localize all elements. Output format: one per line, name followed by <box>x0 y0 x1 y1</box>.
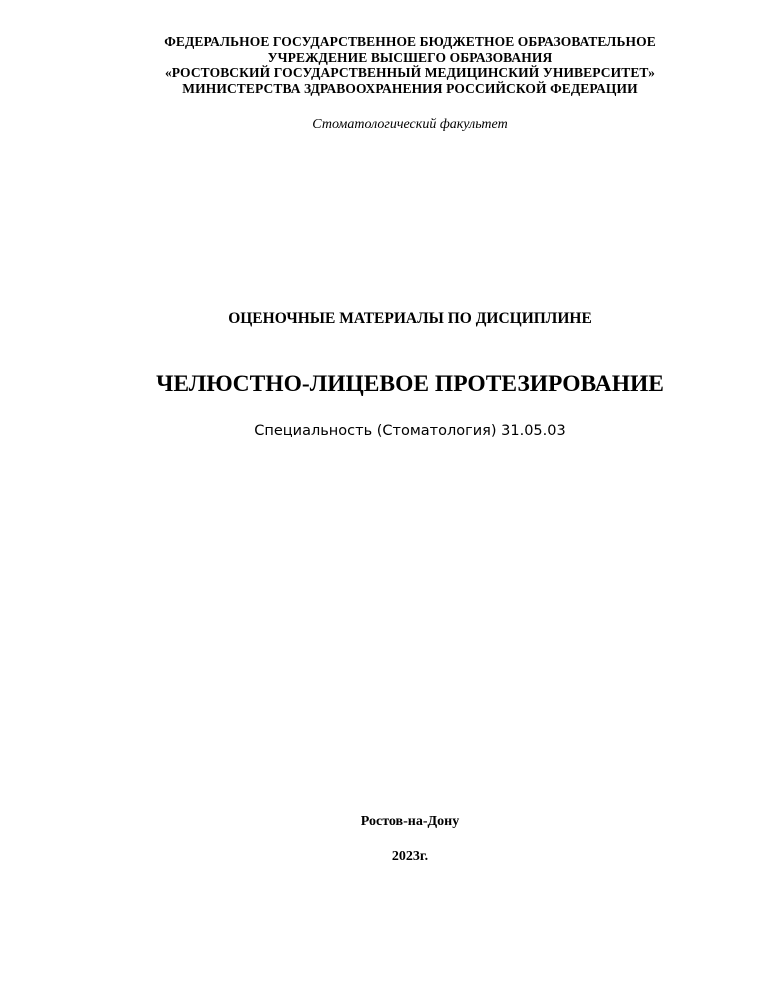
institution-header-line: ФЕДЕРАЛЬНОЕ ГОСУДАРСТВЕННОЕ БЮДЖЕТНОЕ ОБРАЗОВАТЕЛЬНОЕ <box>164 34 656 49</box>
city-name: Ростов-на-Дону <box>360 814 460 829</box>
discipline-title: ЧЕЛЮСТНО-ЛИЦЕВОЕ ПРОТЕЗИРОВАНИЕ <box>156 371 664 397</box>
institution-header <box>0 34 768 96</box>
year-label: 2023г. <box>391 849 429 864</box>
institution-header-line: МИНИСТЕРСТВА ЗДРАВООХРАНЕНИЯ РОССИЙСКОЙ ФЕДЕРАЦИИ <box>182 80 638 96</box>
faculty-name: Стоматологический факультет <box>312 117 508 132</box>
institution-header-line: «РОСТОВСКИЙ ГОСУДАРСТВЕННЫЙ МЕДИЦИНСКИЙ УНИВЕРСИТЕТ» <box>164 65 656 80</box>
institution-header-line: УЧРЕЖДЕНИЕ ВЫСШЕГО ОБРАЗОВАНИЯ <box>267 49 553 65</box>
specialty-line: Специальность (Стоматология) 31.05.03 <box>254 423 566 439</box>
document-type: ОЦЕНОЧНЫЕ МАТЕРИАЛЫ ПО ДИСЦИПЛИНЕ <box>228 310 592 327</box>
